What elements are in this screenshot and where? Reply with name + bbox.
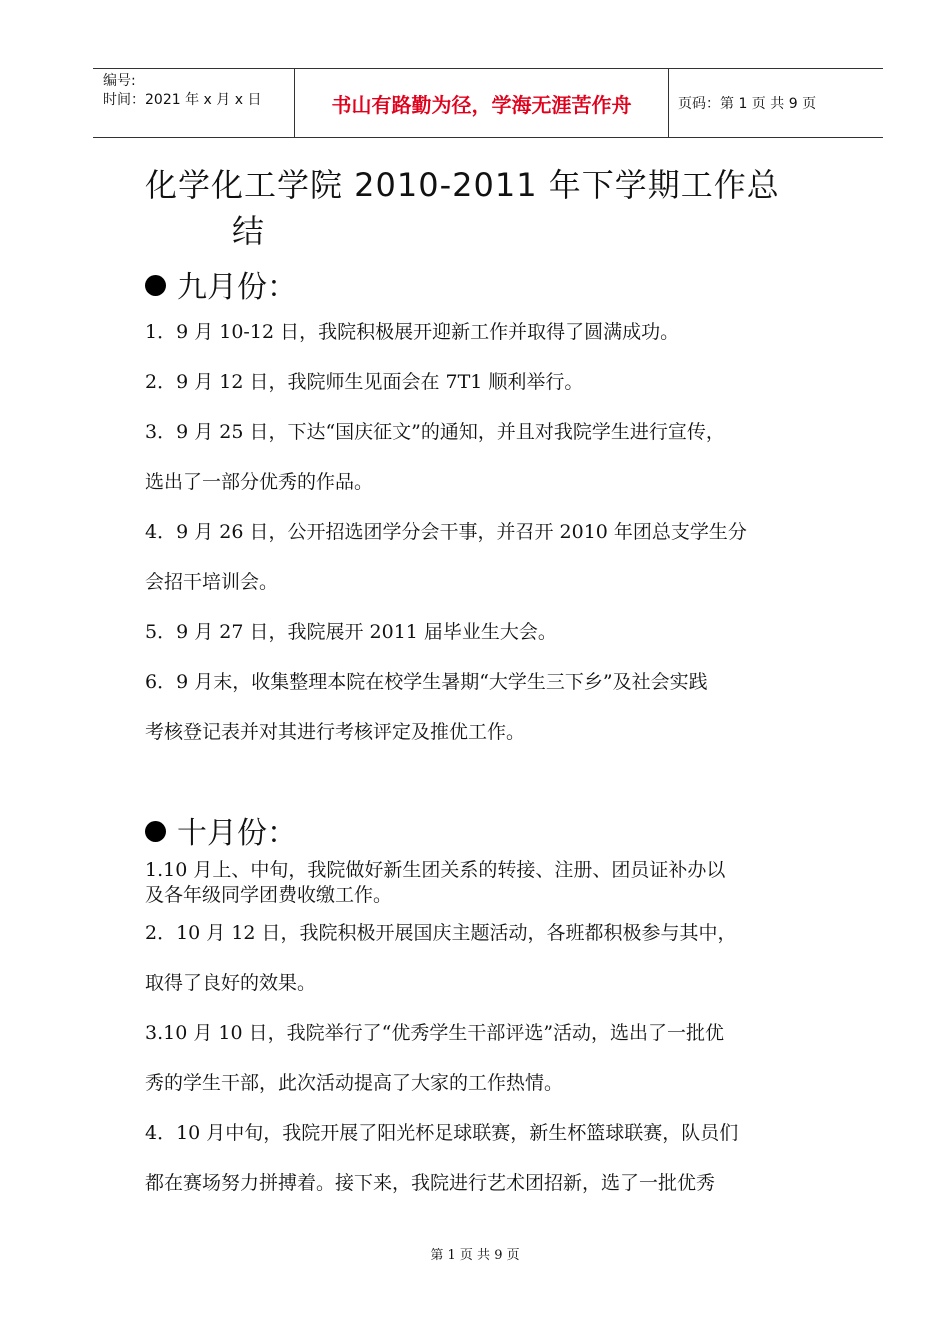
list-item-continuation: 考核登记表并对其进行考核评定及推优工作。 xyxy=(145,721,526,743)
document-time-label: 时间：2021 年 x 月 x 日 xyxy=(103,92,262,108)
list-item-continuation: 及各年级同学团费收缴工作。 xyxy=(145,884,393,906)
list-item: 6．9 月末，收集整理本院在校学生暑期“大学生三下乡”及社会实践 xyxy=(145,671,708,693)
list-item: 2．10 月 12 日，我院积极开展国庆主题活动，各班都积极参与其中， xyxy=(145,922,737,944)
document-title-line-2: 结 xyxy=(232,212,266,250)
list-item-continuation: 会招干培训会。 xyxy=(145,571,279,593)
list-item-continuation: 选出了一部分优秀的作品。 xyxy=(145,471,374,493)
list-item-continuation: 都在赛场努力拼搏着。接下来，我院进行艺术团招新，选了一批优秀 xyxy=(145,1172,716,1194)
document-number-label: 编号: xyxy=(103,73,136,89)
list-item: 2．9 月 12 日，我院师生见面会在 7T1 顺利举行。 xyxy=(145,371,584,393)
header-meta-cell xyxy=(93,69,294,137)
document-title-line-1: 化学化工学院 2010-2011 年下学期工作总 xyxy=(145,166,780,204)
page-footer: 第 1 页 共 9 页 xyxy=(430,1248,520,1263)
page-header xyxy=(93,68,883,138)
list-item: 1．9 月 10-12 日，我院积极展开迎新工作并取得了圆满成功。 xyxy=(145,321,680,343)
list-item-continuation: 取得了良好的效果。 xyxy=(145,972,317,994)
header-slogan-cell xyxy=(294,69,669,137)
list-item: 5．9 月 27 日，我院展开 2011 届毕业生大会。 xyxy=(145,621,557,643)
section-heading-text: 九月份： xyxy=(177,270,297,305)
list-item: 3．9 月 25 日，下达“国庆征文”的通知，并且对我院学生进行宣传， xyxy=(145,421,725,443)
document-title xyxy=(145,162,825,254)
list-item: 1.10 月上、中旬，我院做好新生团关系的转接、注册、团员证补办以 xyxy=(145,859,726,881)
bullet-icon xyxy=(145,821,166,842)
list-item: 4．10 月中旬，我院开展了阳光杯足球联赛，新生杯篮球联赛，队员们 xyxy=(145,1122,739,1144)
section-heading-october xyxy=(145,814,297,854)
list-item: 4．9 月 26 日，公开招选团学分会干事，并召开 2010 年团总支学生分 xyxy=(145,521,747,543)
bullet-icon xyxy=(145,275,166,296)
header-slogan: 书山有路勤为径，学海无涯苦作舟 xyxy=(331,93,632,117)
header-page-label: 页码：第 1 页 共 9 页 xyxy=(678,96,817,112)
header-page-cell xyxy=(668,69,883,137)
list-item: 3.10 月 10 日，我院举行了“优秀学生干部评选”活动，选出了一批优 xyxy=(145,1022,725,1044)
section-heading-text: 十月份： xyxy=(177,816,297,851)
section-heading-september xyxy=(145,268,297,308)
list-item-continuation: 秀的学生干部，此次活动提高了大家的工作热情。 xyxy=(145,1072,564,1094)
